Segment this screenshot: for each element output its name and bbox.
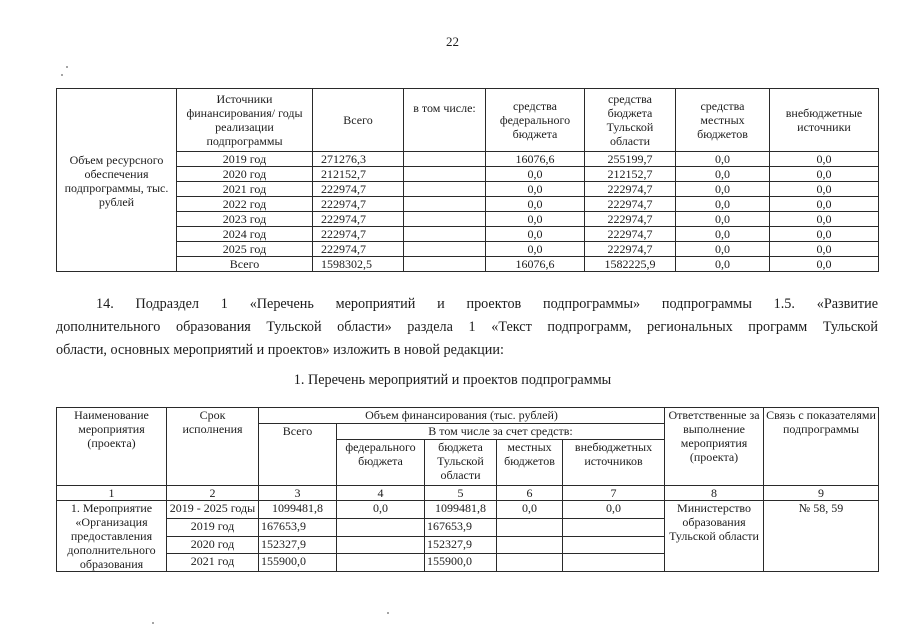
activity-name	[57, 501, 167, 572]
column-number: 3	[259, 486, 337, 501]
extra-cell: 0,0	[770, 227, 879, 242]
total-cell: 167653,9	[259, 518, 337, 536]
federal-cell: 0,0	[486, 242, 585, 257]
federal-cell: 16076,6	[486, 257, 585, 272]
responsible-cell: Министерство образования Тульской области	[665, 501, 764, 572]
column-number-row	[57, 486, 879, 501]
scan-speck	[61, 74, 63, 76]
extra-cell: 0,0	[563, 501, 665, 519]
extra-cell	[563, 536, 665, 554]
column-number: 1	[57, 486, 167, 501]
table1-header-sources: Источники финансирования/ годы реализации подпрограммы	[177, 89, 313, 152]
local-cell: 0,0	[676, 182, 770, 197]
header-funding: Объем финансирования (тыс. рублей)	[259, 408, 665, 424]
table-row	[57, 182, 879, 197]
regional-cell: 222974,7	[585, 197, 676, 212]
federal-cell	[337, 536, 425, 554]
federal-cell: 0,0	[486, 197, 585, 212]
regional-cell: 222974,7	[585, 227, 676, 242]
extra-cell	[563, 518, 665, 536]
federal-cell: 0,0	[486, 227, 585, 242]
activity-name-line: 1. Мероприятие	[70, 501, 153, 515]
total-cell: 222974,7	[313, 227, 404, 242]
local-cell: 0,0	[676, 257, 770, 272]
activity-name-line: дополнительного	[67, 543, 156, 557]
extra-cell: 0,0	[770, 197, 879, 212]
scan-speck	[387, 612, 389, 614]
table1-header-including: в том числе:	[404, 89, 486, 152]
column-number: 5	[425, 486, 497, 501]
paragraph-line: дополнительного образования Тульской области» раздела 1 «Текст подпрограмм, региональных программ Тульской	[56, 319, 878, 335]
column-number: 6	[497, 486, 563, 501]
activity-name-line: предоставления	[70, 529, 153, 543]
extra-cell: 0,0	[770, 212, 879, 227]
term-cell: 2019 - 2025 годы	[167, 501, 259, 519]
total-cell: 222974,7	[313, 212, 404, 227]
empty-cell	[404, 242, 486, 257]
link-cell: № 58, 59	[764, 501, 879, 572]
regional-cell: 212152,7	[585, 167, 676, 182]
extra-cell: 0,0	[770, 152, 879, 167]
table1-row-label: Объем ресурсного обеспечения подпрограммы, тыс. рублей	[57, 89, 177, 272]
local-cell: 0,0	[676, 227, 770, 242]
header-term: Срок исполнения	[167, 408, 259, 486]
header-federal: федерального бюджета	[337, 440, 425, 486]
table-row	[57, 501, 879, 519]
regional-cell: 222974,7	[585, 182, 676, 197]
header-name: Наименование мероприятия (проекта)	[57, 408, 167, 486]
federal-cell: 0,0	[486, 182, 585, 197]
empty-cell	[404, 182, 486, 197]
section-title: 1. Перечень мероприятий и проектов подпрограммы	[293, 372, 612, 388]
year-cell: 2021 год	[177, 182, 313, 197]
local-cell: 0,0	[676, 197, 770, 212]
extra-cell	[563, 554, 665, 572]
total-cell: 1099481,8	[259, 501, 337, 519]
term-cell: 2021 год	[167, 554, 259, 572]
term-cell: 2019 год	[167, 518, 259, 536]
regional-cell: 152327,9	[425, 536, 497, 554]
header-link: Связь с показателями подпрограммы	[764, 408, 879, 486]
column-number: 2	[167, 486, 259, 501]
federal-cell: 0,0	[337, 501, 425, 519]
extra-cell: 0,0	[770, 167, 879, 182]
table1-header-total: Всего	[313, 89, 404, 152]
total-cell: 222974,7	[313, 182, 404, 197]
header-extra: внебюджетных источников	[563, 440, 665, 486]
year-cell: 2024 год	[177, 227, 313, 242]
table1-header-extra: внебюджетные источники	[770, 89, 879, 152]
amendment-paragraph	[56, 293, 878, 362]
column-number: 9	[764, 486, 879, 501]
page-number: 22	[446, 34, 459, 49]
header-including: В том числе за счет средств:	[337, 424, 665, 440]
regional-cell: 1099481,8	[425, 501, 497, 519]
activity-name-line: образования	[79, 557, 144, 571]
activities-table	[56, 407, 879, 572]
column-number: 4	[337, 486, 425, 501]
empty-cell	[404, 212, 486, 227]
regional-cell: 255199,7	[585, 152, 676, 167]
table1-header-regional: средства бюджета Тульской области	[585, 89, 676, 152]
regional-cell: 167653,9	[425, 518, 497, 536]
column-number: 7	[563, 486, 665, 501]
table-row	[57, 197, 879, 212]
year-cell: 2022 год	[177, 197, 313, 212]
regional-cell: 1582225,9	[585, 257, 676, 272]
year-cell: 2020 год	[177, 167, 313, 182]
regional-cell: 155900,0	[425, 554, 497, 572]
federal-cell: 0,0	[486, 212, 585, 227]
header-local: местных бюджетов	[497, 440, 563, 486]
paragraph-line: 14. Подраздел 1 «Перечень мероприятий и проектов подпрограммы» подпрограммы 1.5. «Развитие	[96, 296, 878, 312]
local-cell	[497, 554, 563, 572]
table1-header-local: средства местных бюджетов	[676, 89, 770, 152]
local-cell: 0,0	[497, 501, 563, 519]
year-cell: 2019 год	[177, 152, 313, 167]
empty-cell	[404, 227, 486, 242]
local-cell: 0,0	[676, 212, 770, 227]
federal-cell: 0,0	[486, 167, 585, 182]
table2-header-row-1	[57, 408, 879, 424]
federal-cell	[337, 518, 425, 536]
table-row-total	[57, 257, 879, 272]
local-cell	[497, 518, 563, 536]
scan-speck	[152, 622, 154, 624]
total-cell: 271276,3	[313, 152, 404, 167]
empty-cell	[404, 197, 486, 212]
year-cell: 2023 год	[177, 212, 313, 227]
total-cell: 222974,7	[313, 242, 404, 257]
local-cell: 0,0	[676, 167, 770, 182]
regional-cell: 222974,7	[585, 212, 676, 227]
header-regional: бюджета Тульской области	[425, 440, 497, 486]
table-row	[57, 227, 879, 242]
table-row	[57, 167, 879, 182]
table-row	[57, 212, 879, 227]
total-cell: 1598302,5	[313, 257, 404, 272]
column-number: 8	[665, 486, 764, 501]
local-cell: 0,0	[676, 242, 770, 257]
activity-name-line: «Организация	[75, 515, 148, 529]
scan-speck	[66, 66, 68, 68]
empty-cell	[404, 167, 486, 182]
federal-cell	[337, 554, 425, 572]
total-cell: 155900,0	[259, 554, 337, 572]
local-cell: 0,0	[676, 152, 770, 167]
local-cell	[497, 536, 563, 554]
header-total: Всего	[259, 424, 337, 486]
year-cell: 2025 год	[177, 242, 313, 257]
table1-header-federal: средства федерального бюджета	[486, 89, 585, 152]
table-row	[57, 152, 879, 167]
year-cell: Всего	[177, 257, 313, 272]
total-cell: 212152,7	[313, 167, 404, 182]
table1-header-row	[57, 89, 879, 152]
regional-cell: 222974,7	[585, 242, 676, 257]
paragraph-line: области, основных мероприятий и проектов» изложить в новой редакции:	[56, 342, 504, 358]
term-cell: 2020 год	[167, 536, 259, 554]
extra-cell: 0,0	[770, 257, 879, 272]
header-responsible: Ответственные за выполнение мероприятия (проекта)	[665, 408, 764, 486]
extra-cell: 0,0	[770, 242, 879, 257]
empty-cell	[404, 257, 486, 272]
total-cell: 222974,7	[313, 197, 404, 212]
extra-cell: 0,0	[770, 182, 879, 197]
federal-cell: 16076,6	[486, 152, 585, 167]
resource-provision-table	[56, 88, 879, 272]
table-row	[57, 242, 879, 257]
total-cell: 152327,9	[259, 536, 337, 554]
empty-cell	[404, 152, 486, 167]
